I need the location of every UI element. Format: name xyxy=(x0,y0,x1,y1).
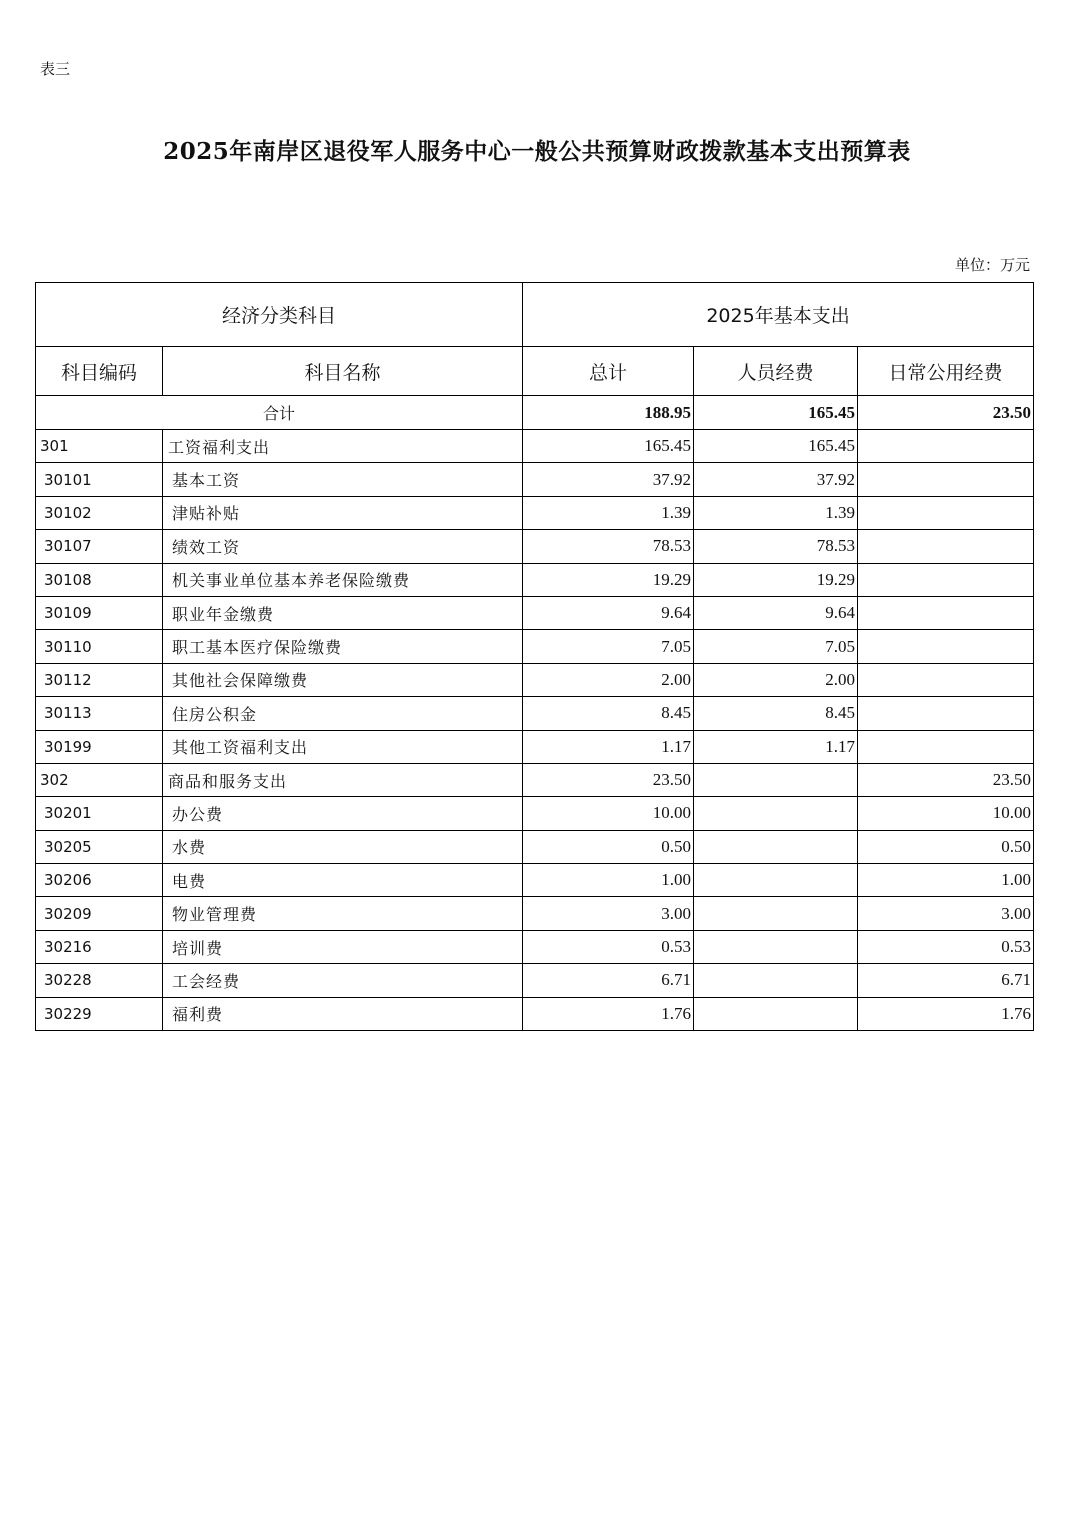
total-public: 23.50 xyxy=(858,396,1034,430)
cell-total: 19.29 xyxy=(523,563,694,596)
table-row xyxy=(36,897,1034,930)
cell-name: 基本工资 xyxy=(163,463,523,496)
cell-code: 30205 xyxy=(36,830,163,863)
table-row xyxy=(36,797,1034,830)
cell-code: 302 xyxy=(36,763,163,796)
cell-public: 0.53 xyxy=(858,930,1034,963)
cell-public: 3.00 xyxy=(858,897,1034,930)
header-public: 日常公用经费 xyxy=(858,347,1034,396)
cell-code: 30108 xyxy=(36,563,163,596)
cell-total: 78.53 xyxy=(523,530,694,563)
cell-personnel: 9.64 xyxy=(694,596,858,629)
header-total: 总计 xyxy=(523,347,694,396)
cell-name: 福利费 xyxy=(163,997,523,1030)
cell-name: 绩效工资 xyxy=(163,530,523,563)
cell-name: 其他工资福利支出 xyxy=(163,730,523,763)
cell-name: 机关事业单位基本养老保险缴费 xyxy=(163,563,523,596)
cell-personnel: 1.17 xyxy=(694,730,858,763)
cell-public: 1.00 xyxy=(858,864,1034,897)
total-total: 188.95 xyxy=(523,396,694,430)
cell-code: 30206 xyxy=(36,864,163,897)
cell-personnel: 165.45 xyxy=(694,430,858,463)
table-row xyxy=(36,463,1034,496)
cell-code: 30113 xyxy=(36,697,163,730)
table-row xyxy=(36,997,1034,1030)
table-row xyxy=(36,763,1034,796)
cell-code: 30201 xyxy=(36,797,163,830)
table-row xyxy=(36,697,1034,730)
header-row-group xyxy=(36,283,1034,347)
cell-personnel: 7.05 xyxy=(694,630,858,663)
cell-personnel: 1.39 xyxy=(694,496,858,529)
cell-total: 23.50 xyxy=(523,763,694,796)
cell-name: 职工基本医疗保险缴费 xyxy=(163,630,523,663)
header-economic-category: 经济分类科目 xyxy=(36,283,523,347)
cell-code: 30109 xyxy=(36,596,163,629)
cell-total: 0.53 xyxy=(523,930,694,963)
cell-code: 30107 xyxy=(36,530,163,563)
cell-personnel: 8.45 xyxy=(694,697,858,730)
cell-personnel xyxy=(694,763,858,796)
table-row xyxy=(36,964,1034,997)
header-code: 科目编码 xyxy=(36,347,163,396)
cell-public: 10.00 xyxy=(858,797,1034,830)
cell-name: 商品和服务支出 xyxy=(163,763,523,796)
cell-code: 30209 xyxy=(36,897,163,930)
cell-personnel: 19.29 xyxy=(694,563,858,596)
table-row xyxy=(36,630,1034,663)
cell-name: 电费 xyxy=(163,864,523,897)
unit-label: 单位：万元 xyxy=(954,256,1030,274)
cell-code: 30228 xyxy=(36,964,163,997)
cell-public xyxy=(858,630,1034,663)
page-title: 2025年南岸区退役军人服务中心一般公共预算财政拨款基本支出预算表 xyxy=(163,138,911,165)
table-row xyxy=(36,563,1034,596)
cell-name: 培训费 xyxy=(163,930,523,963)
cell-name: 工会经费 xyxy=(163,964,523,997)
cell-public xyxy=(858,463,1034,496)
cell-public xyxy=(858,663,1034,696)
cell-personnel: 37.92 xyxy=(694,463,858,496)
cell-name: 工资福利支出 xyxy=(163,430,523,463)
cell-total: 165.45 xyxy=(523,430,694,463)
cell-name: 职业年金缴费 xyxy=(163,596,523,629)
cell-name: 物业管理费 xyxy=(163,897,523,930)
cell-personnel: 78.53 xyxy=(694,530,858,563)
cell-name: 水费 xyxy=(163,830,523,863)
cell-public xyxy=(858,697,1034,730)
cell-personnel xyxy=(694,930,858,963)
header-personnel: 人员经费 xyxy=(694,347,858,396)
table-row xyxy=(36,596,1034,629)
cell-public: 1.76 xyxy=(858,997,1034,1030)
cell-total: 1.76 xyxy=(523,997,694,1030)
budget-table xyxy=(35,282,1034,1031)
cell-personnel xyxy=(694,864,858,897)
header-name: 科目名称 xyxy=(163,347,523,396)
cell-personnel xyxy=(694,964,858,997)
cell-name: 办公费 xyxy=(163,797,523,830)
table-row xyxy=(36,663,1034,696)
cell-code: 30110 xyxy=(36,630,163,663)
total-row xyxy=(36,396,1034,430)
table-row xyxy=(36,930,1034,963)
total-label: 合计 xyxy=(36,396,523,430)
cell-personnel xyxy=(694,830,858,863)
cell-total: 3.00 xyxy=(523,897,694,930)
table-row xyxy=(36,730,1034,763)
cell-total: 37.92 xyxy=(523,463,694,496)
table-row xyxy=(36,830,1034,863)
cell-total: 1.00 xyxy=(523,864,694,897)
cell-code: 30229 xyxy=(36,997,163,1030)
cell-total: 10.00 xyxy=(523,797,694,830)
cell-personnel xyxy=(694,797,858,830)
total-personnel: 165.45 xyxy=(694,396,858,430)
cell-code: 30102 xyxy=(36,496,163,529)
cell-code: 30112 xyxy=(36,663,163,696)
cell-total: 8.45 xyxy=(523,697,694,730)
cell-public: 6.71 xyxy=(858,964,1034,997)
header-basic-expenditure: 2025年基本支出 xyxy=(523,283,1034,347)
cell-name: 其他社会保障缴费 xyxy=(163,663,523,696)
cell-total: 1.39 xyxy=(523,496,694,529)
cell-personnel: 2.00 xyxy=(694,663,858,696)
cell-public: 23.50 xyxy=(858,763,1034,796)
cell-total: 2.00 xyxy=(523,663,694,696)
cell-total: 6.71 xyxy=(523,964,694,997)
cell-total: 9.64 xyxy=(523,596,694,629)
cell-public xyxy=(858,496,1034,529)
cell-public xyxy=(858,530,1034,563)
table-row xyxy=(36,430,1034,463)
cell-total: 0.50 xyxy=(523,830,694,863)
cell-code: 301 xyxy=(36,430,163,463)
cell-public: 0.50 xyxy=(858,830,1034,863)
cell-code: 30101 xyxy=(36,463,163,496)
cell-total: 1.17 xyxy=(523,730,694,763)
table-row xyxy=(36,496,1034,529)
cell-public xyxy=(858,730,1034,763)
cell-public xyxy=(858,596,1034,629)
table-row xyxy=(36,864,1034,897)
cell-public xyxy=(858,430,1034,463)
cell-total: 7.05 xyxy=(523,630,694,663)
table-row xyxy=(36,530,1034,563)
cell-name: 津贴补贴 xyxy=(163,496,523,529)
table-tag: 表三 xyxy=(40,60,71,78)
cell-code: 30199 xyxy=(36,730,163,763)
cell-personnel xyxy=(694,897,858,930)
cell-public xyxy=(858,563,1034,596)
cell-code: 30216 xyxy=(36,930,163,963)
cell-name: 住房公积金 xyxy=(163,697,523,730)
header-row-columns xyxy=(36,347,1034,396)
cell-personnel xyxy=(694,997,858,1030)
